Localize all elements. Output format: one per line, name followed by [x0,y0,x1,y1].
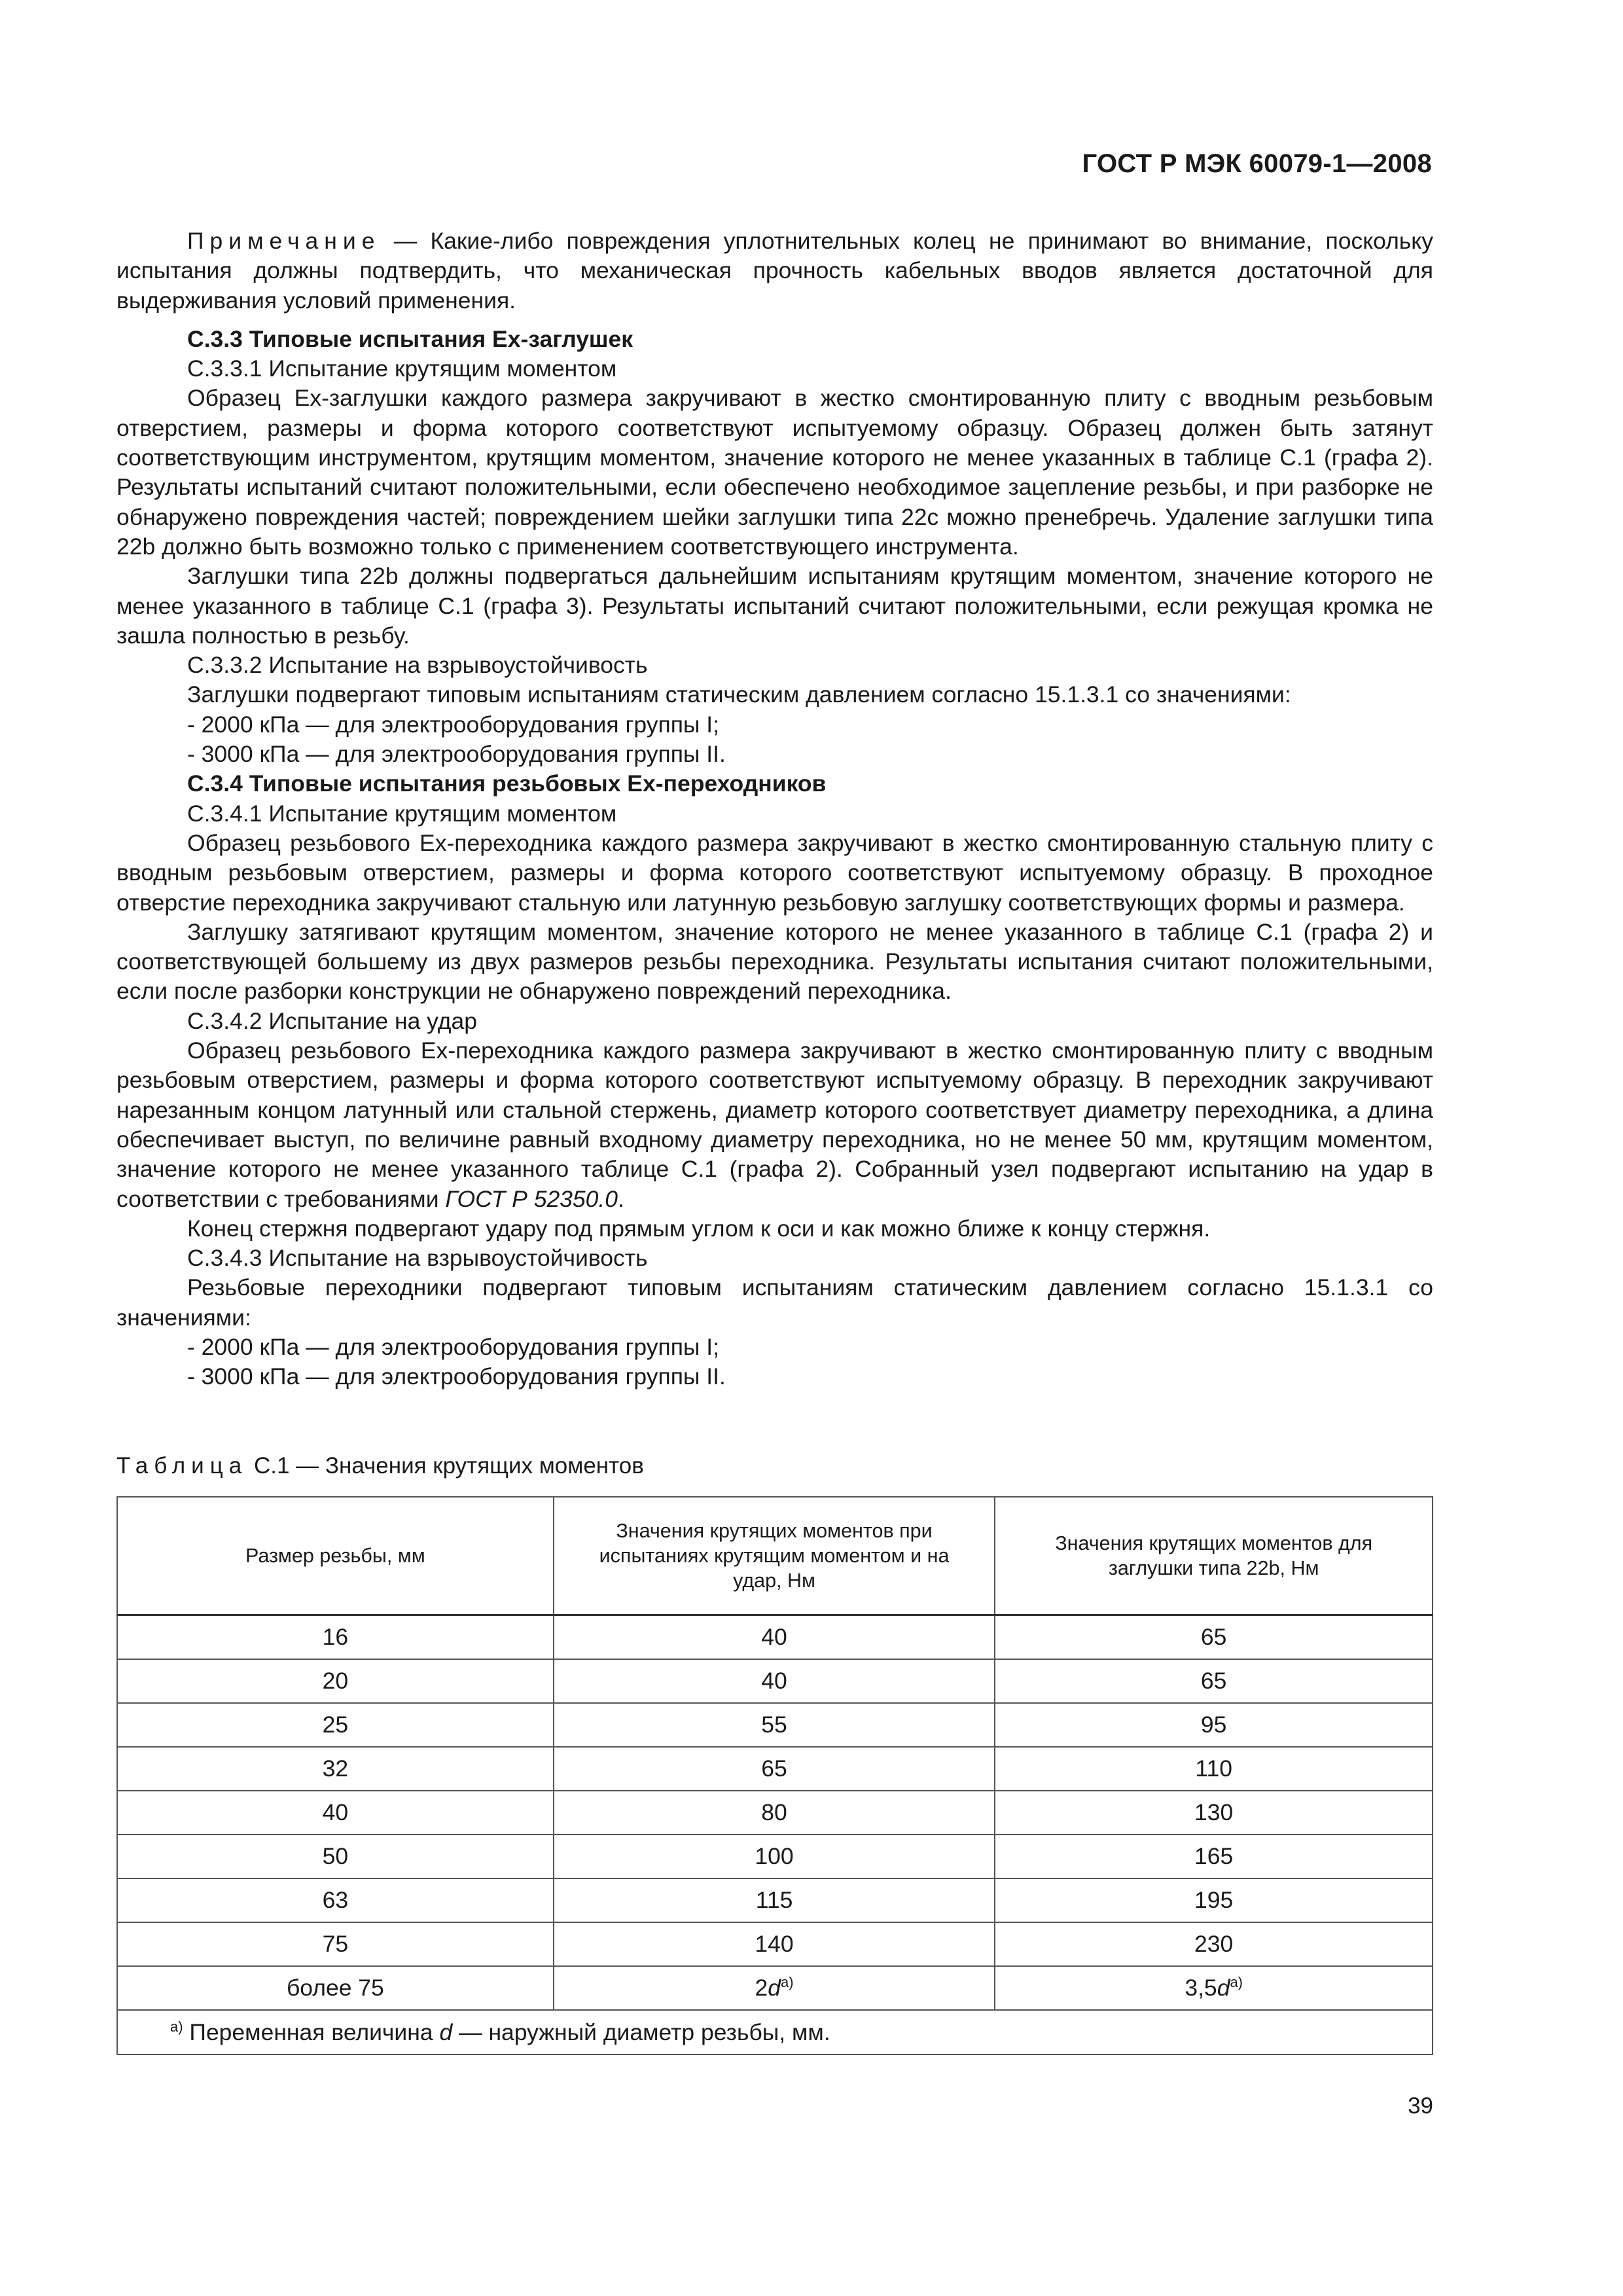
footnote-mark: а) [781,1974,794,1991]
table-cell: 230 [995,1922,1433,1966]
paragraph: Образец резьбового Ех-переходника каждого размера закручивают в жестко смонтированную стальную плиту с вводным резьбовым отверстием, размеры и форма которого соответствуют испытуемому образцу. В проходное отверстие переходника закручивают стальную или латунную резьбовую заглушку соответствующих формы и размера. [116,829,1433,916]
table-footnote [117,2010,1433,2054]
table-row [117,1791,1433,1835]
standard-reference: ГОСТ Р 52350.0 [445,1185,618,1212]
table-cell: 63 [117,1878,554,1922]
table-title [116,1452,644,1480]
table-row [117,1615,1433,1660]
table-cell: 65 [995,1659,1433,1703]
paragraph: Резьбовые переходники подвергают типовым испытаниям статическим давлением согласно 15.1.3.1 со значениями: [116,1274,1433,1331]
subsection-c342: С.3.4.2 Испытание на удар [187,1007,477,1034]
note-paragraph [116,226,1433,315]
table-cell: 115 [554,1878,995,1922]
footnote-text-pre: Переменная величина [183,2018,440,2045]
paragraph: Образец Ех-заглушки каждого размера закручивают в жестко смонтированную плиту с вводным резьбовым отверстием, размеры и форма которого соответствуют испытуемому образцу. Образец должен быть затянут соответствующим инструментом, крутящим моментом, значение которого не менее указанных в таблице С.1 (графа 2). Результаты испытаний считают положительными, если обеспечено необходимое зацепление резьбы, и при разборке не обнаружено повреждения частей; повреждением шейки заглушки типа 22с можно пренебречь. Удаление заглушки типа 22b должно быть возможно только с применением соответствующего инструмента. [116,385,1433,560]
footnote-mark: а) [1230,1974,1243,1991]
paragraph-text: Образец резьбового Ех-переходника каждого размера закручивают в жестко смонтированную плиту с вводным резьбовым отверстием, размеры и форма которого соответствуют испытуемому образцу. В переходник закручивают нарезанным концом латунный или стальной стержень, диаметр которого соответствует диаметру переходника, а длина обеспечивает выступ, по величине равный входному диаметру переходника, но не менее 50 мм, крутящим моментом, значение которого не менее указанного таблице С.1 (графа 2). Собранный узел подвергают испытанию на удар в соответствии с требованиями [116,1037,1433,1212]
table-cell [995,1966,1433,2010]
table-row [117,1835,1433,1878]
table-row [117,1703,1433,1747]
subsection-c341: С.3.4.1 Испытание крутящим моментом [187,800,617,827]
table-cell: 25 [117,1703,554,1747]
table-cell: 130 [995,1791,1433,1835]
list-item: - 3000 кПа — для электрооборудования группы II. [187,741,726,768]
table-cell: 195 [995,1878,1433,1922]
paragraph: Конец стержня подвергают удару под прямым углом к оси и как можно ближе к концу стержня. [187,1215,1211,1242]
note-text: — Какие-либо повреждения уплотнительных колец не принимают во внимание, поскольку испытания должны подтвердить, что механическая прочность кабельных вводов является достаточной для выдерживания условий применения. [116,228,1433,314]
table-cell: 16 [117,1615,554,1660]
table-cell: 50 [117,1835,554,1878]
table-cell: 80 [554,1791,995,1835]
footnote-text-post: — наружный диаметр резьбы, мм. [452,2018,830,2045]
footnote-variable: d [439,2018,453,2045]
footnote-mark: а) [170,2018,183,2035]
table-footnote-row [117,2010,1433,2054]
table-cell [554,1966,995,2010]
table-cell: 65 [554,1747,995,1791]
table-cell: 65 [995,1615,1433,1660]
table-cell: 110 [995,1747,1433,1791]
paragraph: Заглушку затягивают крутящим моментом, значение которого не менее указанного в таблице С.1 (графа 2) и соответствующей большему из двух размеров резьбы переходника. Результаты испытания считают положительными, если после разборки конструкции не обнаружено повреждений переходника. [116,918,1433,1005]
body-text [116,226,1433,1392]
list-item: - 3000 кПа — для электрооборудования группы II. [187,1363,726,1390]
subsection-c343: С.3.4.3 Испытание на взрывоустойчивость [187,1245,648,1272]
table-cell: 40 [117,1791,554,1835]
cell-variable: d [768,1975,781,2001]
table-cell: 40 [554,1659,995,1703]
list-item: - 2000 кПа — для электрооборудования группы I; [187,711,720,738]
table-cell: 95 [995,1703,1433,1747]
table-row [117,1922,1433,1966]
table-row [117,1659,1433,1703]
cell-variable: d [1217,1975,1230,2001]
torque-table [116,1496,1433,2055]
table-cell: более 75 [117,1966,554,2010]
table-cell: 20 [117,1659,554,1703]
paragraph: Заглушки типа 22b должны подвергаться дальнейшим испытаниям крутящим моментом, значение которого не менее указанного в таблице С.1 (графа 3). Результаты испытаний считают положительными, если режущая кромка не зашла полностью в резьбу. [116,563,1433,649]
table-row [117,1966,1433,2010]
table-cell: 100 [554,1835,995,1878]
subsection-c332: С.3.3.2 Испытание на взрывоустойчивость [187,652,648,679]
table-row [117,1747,1433,1791]
table-cell: 165 [995,1835,1433,1878]
column-header-thread-size: Размер резьбы, мм [117,1497,554,1615]
document-header: ГОСТ Р МЭК 60079-1—2008 [1082,149,1432,178]
note-label: Примечание [187,228,381,254]
table-title-label: Таблица [116,1453,248,1479]
table-cell: 75 [117,1922,554,1966]
paragraph-end: . [618,1185,624,1212]
table-cell: 40 [554,1615,995,1660]
table-header-row [117,1497,1433,1615]
column-header-plug-torque: Значения крутящих моментов для заглушки типа 22b, Нм [995,1497,1433,1615]
page-number: 39 [1408,2093,1433,2119]
list-item: - 2000 кПа — для электрооборудования группы I; [187,1333,720,1360]
table-cell: 55 [554,1703,995,1747]
subsection-c331: С.3.3.1 Испытание крутящим моментом [187,355,617,382]
column-header-torque-test: Значения крутящих моментов при испытаниях крутящим моментом и на удар, Нм [554,1497,995,1615]
paragraph: Заглушки подвергают типовым испытаниям статическим давлением согласно 15.1.3.1 со значениями: [187,681,1291,708]
table-cell: 140 [554,1922,995,1966]
paragraph [116,1036,1433,1214]
table-title-text: С.1 — Значения крутящих моментов [247,1453,644,1479]
table-cell: 32 [117,1747,554,1791]
section-heading-c34: С.3.4 Типовые испытания резьбовых Ех-переходников [187,770,827,797]
cell-coefficient: 3,5 [1185,1975,1217,2001]
section-heading-c33: С.3.3 Типовые испытания Ех-заглушек [187,325,633,352]
table-row [117,1878,1433,1922]
cell-coefficient: 2 [755,1975,768,2001]
